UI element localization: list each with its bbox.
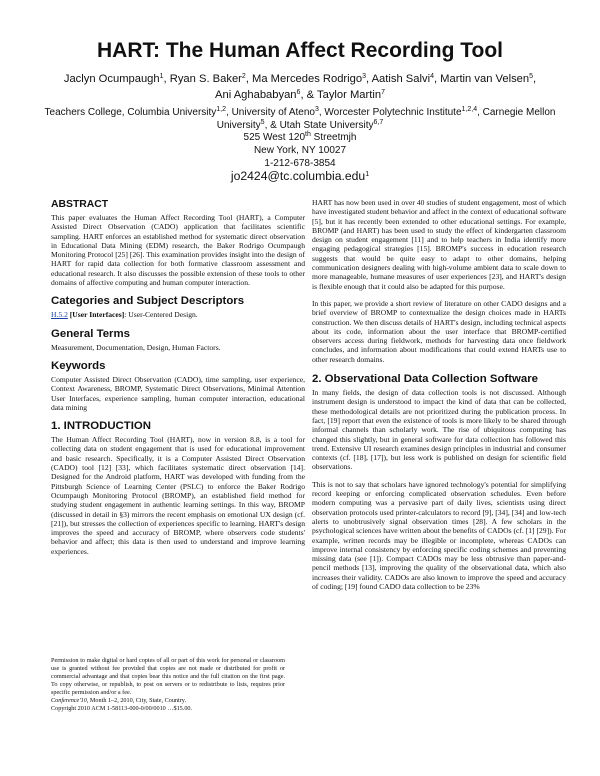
categories-text: H.5.2 [User Interfaces]: User-Centered Design. [51,310,198,320]
right-paragraph-4: This is not to say that scholars have ignored technology's potential for simplifying record keeping or enforcing complicated observation schedules. Even before modern computing was a pervasive part of daily lives, scientists using direct observation protocols used printer-calculators to record [9], [34], [34] and low-tech alerts to unobtrusively signal observation times [28]. A few scholars in the psychological sciences have written about the benefits of CADOs (cf. [1] [29]). For example, written records may be illegible or incomplete, whereas CADOs can improve internal consistency by enforcing specific coding schemes and preventing missing data (see [1]). Compact CADOs may be less obtrusive than paper-and-pencil methods [13], improving the quality of the observational data, which also increases their validity. CADOs are also known to improve the speed and accuracy of coding; [19] found CADO data collection to be 23% [312,479,566,591]
conference-line: Conference'10, Month 1–2, 2010, City, State, Country. [51,697,187,704]
superscript-marker: 3 [314,106,319,113]
superscript-marker: 1,2 [216,106,227,113]
phone-number: 1-212-678-3854 [264,158,336,169]
introduction-heading: 1. INTRODUCTION [51,420,151,433]
permission-text: Permission to make digital or hard copies of all or part of this work for personal or classroom use is granted without fee provided that copies are not made or distributed for profit or commercial advantage and that copies bear this notice and the full citation on the first page. To copy otherwise, or republish, to post on servers or to redistribute to lists, requires prior specific permission and/or a fee. [51,657,285,696]
header-segment: , Martin van Velsen [433,73,530,85]
superscript-marker: 1,2,4 [461,106,478,113]
right-column [312,198,566,598]
superscript-marker: 6,7 [373,119,384,126]
right-paragraph-1: HART has now been used in over 40 studies of student engagement, most of which have investigated student behavior and affect in the context of educational software [5], but it has recently been extended to other educational settings. For example, BROMP (and HART) has been used to study the effect of kindergarten classroom design on student engagement [11] and to help teachers in India identify more engaging pedagogical strategies [15]. BROMP's success in education research suggests that would be quite easy to adapt to other domains, helping communication designers dealing with high-volume ambient data to scale down to more manageable, humane measures of user experiences [23], and HART's design is flexible enough that it could also be adapted for this purpose. [312,198,566,291]
header-segment: Teachers College, Columbia University [44,107,217,118]
keywords-heading: Keywords [51,359,106,372]
abstract-heading: ABSTRACT [51,199,109,210]
general-terms-text: Measurement, Documentation, Design, Human Factors. [51,342,221,352]
superscript-marker: 4 [430,73,434,80]
right-paragraph-2: In this paper, we provide a short review of literature on other CADO designs and a brief overview of BROMP to contextualize the design choices made in HARTs construction. We then discuss details of HART's design, including technical aspects about its code, information about the user interface that BROMP-certified observers access during fieldwork, methods for harvesting data once fieldwork concludes, and information about modifications that could extend HARTs use to other research domains. [312,298,566,364]
header-segment: 525 West 120 [243,132,306,143]
left-column [51,198,305,563]
header-segment: , University of Ateno [226,107,315,118]
general-terms-heading: General Terms [51,327,130,340]
superscript-marker: 2 [241,73,246,80]
header-segment: , & Utah State University [264,120,374,131]
author-list-continued [20,88,580,102]
header-segment: Jaclyn Ocumpaugh [63,73,160,85]
superscript-marker: 1 [159,73,164,80]
header-segment: , [533,73,537,85]
superscript-marker: 5 [529,73,534,80]
author-list [20,72,580,86]
header-segment: Ani Aghababyan [215,89,297,101]
section-2-heading: 2. Observational Data Collection Software [312,373,538,386]
keywords-text: Computer Assisted Direct Observation (CADO), time sampling, user experience, Context Awareness, BROMP, Systematic Direct Observations, Minimal Attention User Interfaces, experience sampling, human computer interaction, educational data mining [51,374,305,412]
header-segment: University [216,120,261,131]
header-segment: , Carnegie Mellon [477,107,556,118]
superscript-marker: 6 [296,89,301,96]
introduction-text: The Human Affect Recording Tool (HART), now in version 8.8, is a tool for collecting data on student engagement that is used for educational improvement and basic research. Specifically, it is a Computer Assisted Direct Observation (CADO) tool [12] [33], which facilitates systematic direct observation [14]. Designed for the Android platform, HART was developed with funding from the Pittsburgh Science of Learning Center (PSLC) to enforce the Baker Rodrigo Ocumpaugh Monitoring Protocol (BROMP), an established field method for studying student engagement in authentic learning settings. In this way, BROMP (discussed in detail in §3) mirrors the recent emphasis on emotional UX design (cf. [21]), but stresses the collection of experiences specific to learning. HART's design improves the speed and accuracy of BROMP, where observers code students' behavior and affect; this data is then used to understand and improve learning experiences. [51,435,305,556]
categories-heading: Categories and Subject Descriptors [51,295,245,308]
superscript-marker: 7 [381,89,385,96]
header-segment: , Aatish Salvi [366,73,431,85]
header-segment: , Ryan S. Baker [163,73,242,85]
header-segment: , & Taylor Martin [300,89,382,101]
header-segment: , Worcester Polytechnic Institute [318,107,462,118]
header-segment: , Ma Mercedes Rodrigo [245,73,363,85]
acm-category-link[interactable]: H.5.2 [51,310,68,320]
email-address[interactable]: jo2424@tc.columbia.edu$^1$ [230,169,370,183]
right-paragraph-3: In many fields, the design of data collection tools is not discussed. Although instrument design is understood to impact the kind of data that can be collected, these methodological details are not prioritized during the publication process. In fact, [19] report that even the existence of tools is more likely to be shared through informal channels than scholarly work. The rise of ubiquitous computing has changed this slightly, but in general software for data collection has followed this trend. Extensive UI research examines design principles in industrial and consumer contexts (cf. [18], [17]), but less work is published on design for scientific field observations. [312,388,566,472]
address-city: New York, NY 10027 [253,145,347,156]
header-segment: Streetmjh [310,132,357,143]
superscript-marker: 3 [362,73,366,80]
permission-notice [51,657,285,713]
address-street [20,131,580,144]
copyright-line: Copyright 2010 ACM 1-58113-000-0/00/0010 …$15.00. [51,705,193,712]
paper-title: HART: The Human Affect Recording Tool [97,39,503,62]
abstract-text: This paper evaluates the Human Affect Recording Tool (HART), a Computer Assisted Direct Observation (CADO) application that facilitates scientific sampling. HART enforces an established method for systematic direct observation in Educational Data Mining (EDM) research, the Baker Rodrigo Ocumpaugh Monitoring Protocol [25] [26]. This examination provides insight into the design of HART for rapid data collection for both formative classroom assessment and educational research. It also discusses the possible extension of these tools to other domains of affective computing and human computer interaction. [51,213,305,288]
superscript-marker: 5 [260,119,265,126]
superscript-marker: th [305,131,311,138]
affiliation-line [20,106,580,119]
